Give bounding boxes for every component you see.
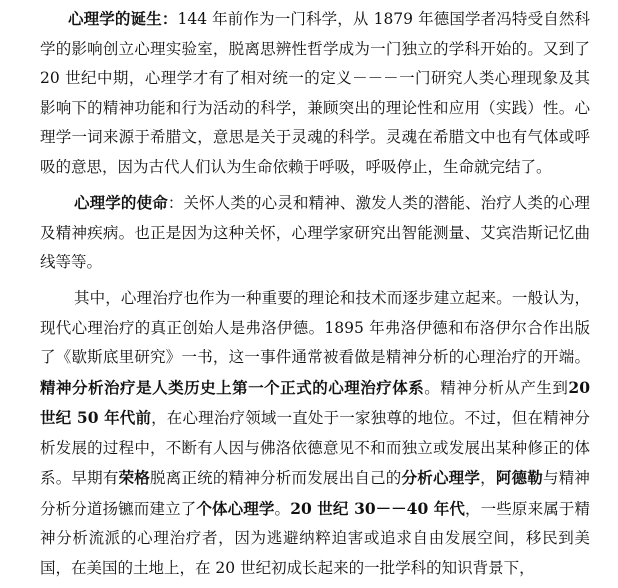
paragraph-birth-of-psychology (40, 4, 590, 182)
heading-birth-of-psychology: 心理学的诞生： (68, 9, 178, 28)
text-span: 其中，心理治疗也作为一种重要的理论和技术而逐步建立起来。一般认为，现代心理治疗的真正创始人是弗洛伊德。1895 年弗洛伊德和布洛伊尔合作出版了《歇斯底里研究》一书，这一事件通常被看做是精神分析的心理治疗的开端。 (40, 289, 590, 366)
emphasis-jung: 荣格 (118, 468, 151, 487)
emphasis-1930s-1940s: 20 世纪 30－－40 年代 (290, 498, 466, 518)
text-span: 。 (274, 499, 291, 518)
emphasis-adler: 阿德勒 (495, 468, 543, 487)
emphasis-first-system: 精神分析治疗是人类历史上第一个正式的心理治疗体系 (40, 377, 425, 397)
emphasis-period: 20 世纪 50 年代前 (40, 377, 590, 427)
text-span: ， (480, 469, 496, 487)
text-span: ：关怀人类的心灵和精神、激发人类的潜能、治疗人类的心理及精神疾病。也正是因为这种关怀，心理学家研究出智能测量、艾宾浩斯记忆曲线等等。 (40, 194, 590, 271)
emphasis-analytical-psychology: 分析心理学 (401, 468, 481, 487)
paragraph-psychotherapy-history (40, 284, 590, 583)
emphasis-individual-psychology: 个体心理学 (196, 498, 275, 518)
text-span: 。精神分析从产生到 (424, 378, 569, 397)
text-span: 与精神分析分道扬镳而建立了 (40, 469, 590, 518)
text-span: ，一些原来属于精神分析流派的心理治疗者，因为逃避纳粹迫害或追求自由发展空间，移民到美国，在美国的土地上，在 20 世纪初成长起来的一批学科的知识背景下， (40, 499, 590, 577)
text-span: ，在心理治疗领域一直处于一家独尊的地位。不过，但在精神分析发展的过程中，不断有人因与佛洛依德意见不和而独立或发展出某种修正的体系。早期有 (40, 409, 590, 487)
heading-mission-of-psychology: 心理学的使命 (74, 193, 168, 212)
text-span: 144 年前作为一门科学，从 1879 年德国学者冯特受自然科学的影响创立心理实验室，脱离思辨性哲学成为一门独立的学科开始的。又到了 20 世纪中期，心理学才有了相对统一的定义－－－一门研究人类心理现象及其影响下的精神功能和行为活动的科学，兼顾突出的理论性和应用（实践）性。心理学一词来源于希腊文，意思是关于灵魂的科学。灵魂在希腊文中也有气体或呼吸的意思，因为古代人们认为生命依赖于呼吸，呼吸停止，生命就完结了。 (40, 10, 590, 176)
text-span: 脱离正统的精神分析而发展出自己的 (150, 469, 402, 487)
paragraph-mission-of-psychology (40, 188, 590, 278)
